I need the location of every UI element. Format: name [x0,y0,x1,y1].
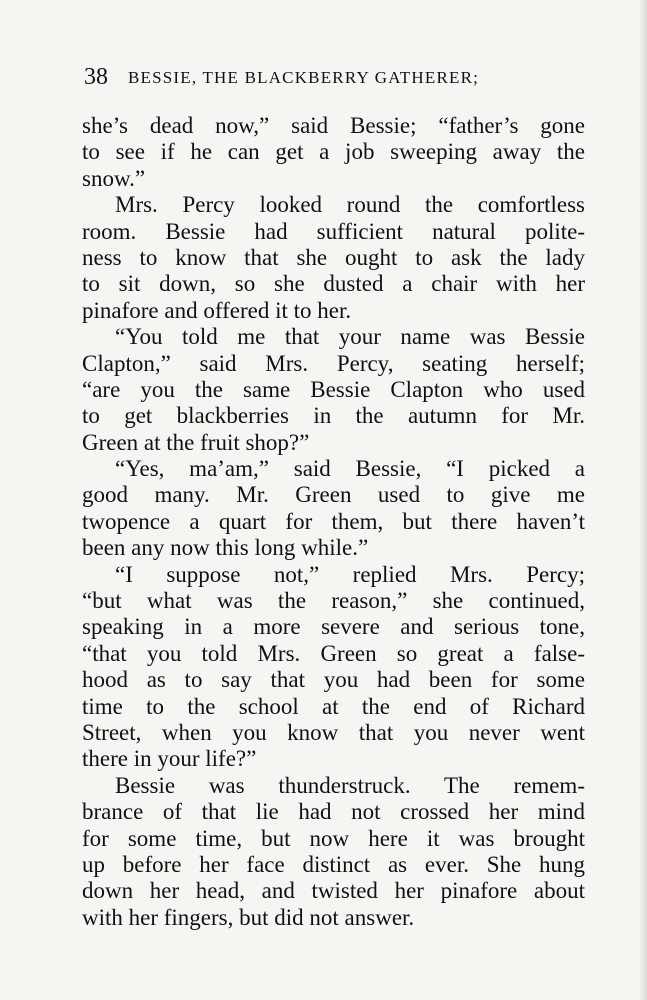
text-line: pinafore and offered it to her. [82,297,352,323]
text-line: “I suppose not,” replied Mrs. Percy; [115,561,585,587]
text-line: Street, when you know that you never went [82,719,585,745]
text-line: snow.” [82,165,146,191]
page-header [84,62,584,92]
text-line: twopence a quart for them, but there haven’t [82,508,585,534]
text-line: speaking in a more severe and serious tone, [82,614,585,640]
text-line: “You told me that your name was Bessie [115,324,585,350]
text-line: good many. Mr. Green used to give me [82,482,585,508]
text-line: Green at the fruit shop?” [82,429,310,455]
text-line: Bessie was thunderstruck. The remem- [115,772,585,798]
text-line: to sit down, so she dusted a chair with her [82,271,585,297]
text-line: there in your life?” [82,746,257,772]
text-line: Clapton,” said Mrs. Percy, seating herself; [82,350,585,376]
text-line: been any now this long while.” [82,535,369,561]
text-line: “Yes, ma’am,” said Bessie, “I picked a [115,456,585,482]
text-line: with her fingers, but did not answer. [82,904,415,930]
text-line: ness to know that she ought to ask the lady [82,244,585,270]
text-line: down her head, and twisted her pinafore about [82,878,585,904]
text-line: brance of that lie had not crossed her mind [82,799,585,825]
text-line: to get blackberries in the autumn for Mr. [82,403,585,429]
text-line: to see if he can get a job sweeping away the [82,139,585,165]
page-edge-shadow [639,0,647,1000]
text-line: for some time, but now here it was brought [82,825,585,851]
running-title: BESSIE, THE BLACKBERRY GATHERER; [128,68,480,87]
text-line: room. Bessie had sufficient natural polite- [82,218,585,244]
body-text [82,113,585,931]
text-line: “that you told Mrs. Green so great a false- [82,640,585,666]
text-line: Mrs. Percy looked round the comfortless [115,192,585,218]
text-line: “but what was the reason,” she continued, [82,588,585,614]
text-line: hood as to say that you had been for some [82,667,585,693]
text-line: up before her face distinct as ever. She hung [82,851,585,877]
page-number: 38 [84,64,108,90]
text-line: time to the school at the end of Richard [82,693,585,719]
text-line: “are you the same Bessie Clapton who used [82,376,585,402]
text-line: she’s dead now,” said Bessie; “father’s gone [82,113,585,138]
